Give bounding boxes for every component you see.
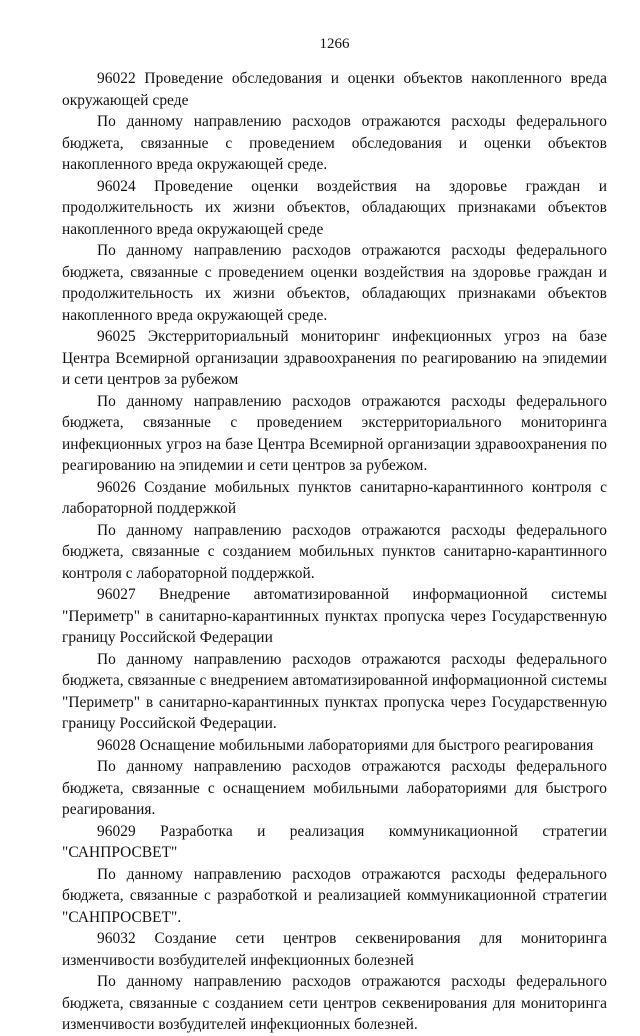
section-description-96026: По данному направлению расходов отражаются расходы федерального бюджета, связанные с созданием мобильных пунктов санитарно-карантинного контроля с лабораторной поддержкой. — [62, 521, 607, 582]
section-description-96024: По данному направлению расходов отражаются расходы федерального бюджета, связанные с проведением оценки воздействия на здоровье граждан и продолжительность их жизни объектов, обладающих признаками объектов накопленного вреда окружающей среде. — [62, 242, 607, 324]
section-heading-96029: 96029 Разработка и реализация коммуникационной стратегии "САНПРОСВЕТ" — [62, 822, 607, 861]
section-description-96027: По данному направлению расходов отражаются расходы федерального бюджета, связанные с внедрением автоматизированной информационной системы "Периметр" в санитарно-карантинных пунктах пропуска через Государственную границу Российской Федерации. — [62, 650, 607, 732]
section-heading-96024: 96024 Проведение оценки воздействия на здоровье граждан и продолжительность их жизни объектов, обладающих признаками объектов накопленного вреда окружающей среде — [62, 177, 607, 238]
document-body — [62, 68, 607, 1036]
page-number: 1266 — [319, 36, 350, 52]
section-heading-96025: 96025 Экстерриториальный мониторинг инфекционных угроз на базе Центра Всемирной организации здравоохранения по реагированию на эпидемии и сети центров за рубежом — [62, 328, 607, 388]
section-heading-96026: 96026 Создание мобильных пунктов санитарно-карантинного контроля с лабораторной поддержкой — [62, 478, 607, 517]
section-description-96025: По данному направлению расходов отражаются расходы федерального бюджета, связанные с проведением экстерриториального мониторинга инфекционных угроз на базе Центра Всемирной организации здравоохранения по реагированию на эпидемии и сети центров за рубежом. — [62, 392, 607, 474]
section-heading-96032: 96032 Создание сети центров секвенирования для мониторинга изменчивости возбудителей инфекционных болезней — [62, 930, 607, 969]
section-description-96029: По данному направлению расходов отражаются расходы федерального бюджета, связанные с разработкой и реализацией коммуникационной стратегии "САНПРОСВЕТ". — [62, 865, 607, 926]
section-heading-96028: 96028 Оснащение мобильными лабораториями для быстрого реагирования — [97, 736, 594, 754]
section-description-96028: По данному направлению расходов отражаются расходы федерального бюджета, связанные с оснащением мобильными лабораториями для быстрого реагирования. — [62, 758, 607, 818]
section-heading-96027: 96027 Внедрение автоматизированной информационной системы "Периметр" в санитарно-карантинных пунктах пропуска через Государственную границу Российской Федерации — [62, 586, 607, 646]
section-heading-96022: 96022 Проведение обследования и оценки объектов накопленного вреда окружающей среде — [62, 70, 607, 109]
section-description-96032: По данному направлению расходов отражаются расходы федерального бюджета, связанные с созданием сети центров секвенирования для мониторинга изменчивости возбудителей инфекционных болезней. — [62, 973, 607, 1033]
section-description-96022: По данному направлению расходов отражаются расходы федерального бюджета, связанные с проведением обследования и оценки объектов накопленного вреда окружающей среде. — [62, 113, 607, 173]
